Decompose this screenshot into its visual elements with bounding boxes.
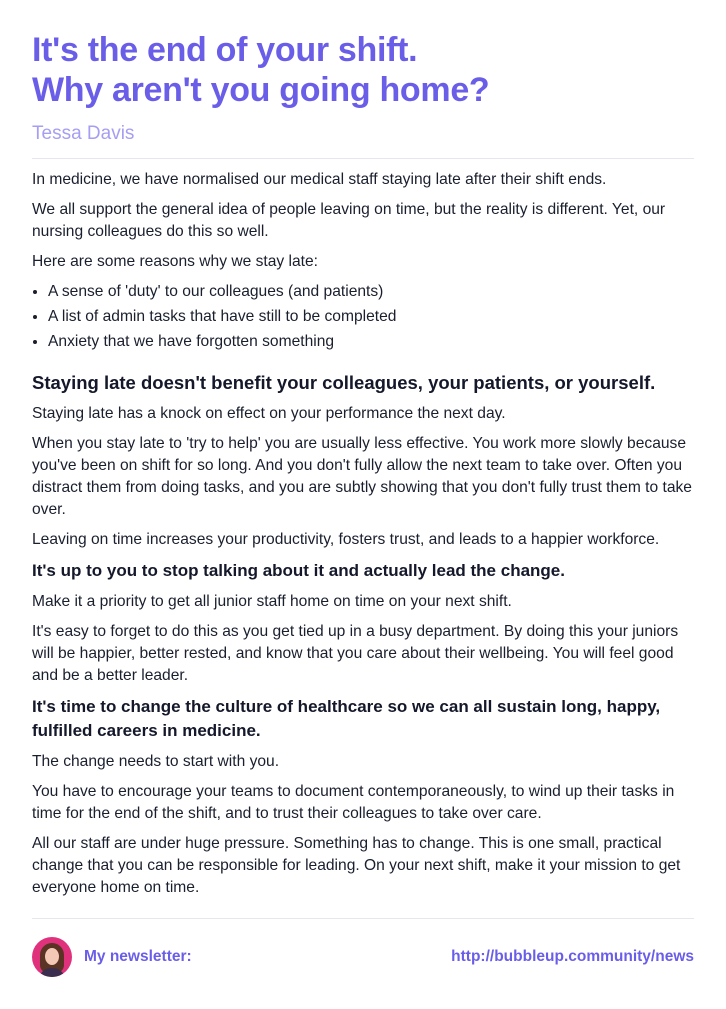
body-paragraph: Make it a priority to get all junior staff home on time on your next shift. xyxy=(32,593,512,610)
section-heading: Staying late doesn't benefit your colleagues, your patients, or yourself. xyxy=(32,372,656,393)
list-item: • A sense of 'duty' to our colleagues (and patients) xyxy=(48,281,694,303)
intro-paragraph: We all support the general idea of people leaving on time, but the reality is different. Yet, our nursing colleagues do this so well. xyxy=(32,201,666,240)
reasons-list xyxy=(32,281,694,353)
article-title xyxy=(32,30,694,110)
body-paragraph: When you stay late to 'try to help' you are usually less effective. You work more slowly because you've been on shift for so long. And you don't fully allow the next team to take over. Often you distract them from doing tasks, and you are subtly showing that you don't fully trust them to take over. xyxy=(32,435,692,518)
footer xyxy=(32,937,694,977)
newsletter-link[interactable]: http://bubbleup.community/news xyxy=(451,948,694,965)
title-line-1: It's the end of your shift. xyxy=(32,31,418,69)
body-paragraph: The change needs to start with you. xyxy=(32,753,280,770)
list-item: • A list of admin tasks that have still to be completed xyxy=(48,306,694,328)
avatar xyxy=(32,937,72,977)
newsletter-label: My newsletter: xyxy=(84,948,192,965)
footer-divider xyxy=(32,918,694,919)
intro-paragraph: Here are some reasons why we stay late: xyxy=(32,253,319,270)
article-body xyxy=(32,169,694,899)
body-paragraph: Leaving on time increases your productivity, fosters trust, and leads to a happier workforce. xyxy=(32,531,660,548)
intro-paragraph: In medicine, we have normalised our medical staff staying late after their shift ends. xyxy=(32,171,607,188)
list-item: • Anxiety that we have forgotten something xyxy=(48,331,694,353)
title-line-2: Why aren't you going home? xyxy=(32,71,490,109)
body-paragraph: Staying late has a knock on effect on your performance the next day. xyxy=(32,405,506,422)
body-paragraph: All our staff are under huge pressure. Something has to change. This is one small, practical change that you can be responsible for leading. On your next shift, make it your mission to get everyone home on time. xyxy=(32,835,681,896)
body-paragraph: It's easy to forget to do this as you get tied up in a busy department. By doing this your juniors will be happier, better rested, and know that you care about their wellbeing. You will feel good and be a better leader. xyxy=(32,623,679,684)
section-heading: It's time to change the culture of healthcare so we can all sustain long, happy, fulfilled careers in medicine. xyxy=(32,697,661,740)
section-heading: It's up to you to stop talking about it and actually lead the change. xyxy=(32,561,565,580)
header-divider xyxy=(32,158,694,159)
author-name: Tessa Davis xyxy=(32,123,135,144)
body-paragraph: You have to encourage your teams to document contemporaneously, to wind up their tasks in time for the end of the shift, and to trust their colleagues to take over care. xyxy=(32,783,675,822)
